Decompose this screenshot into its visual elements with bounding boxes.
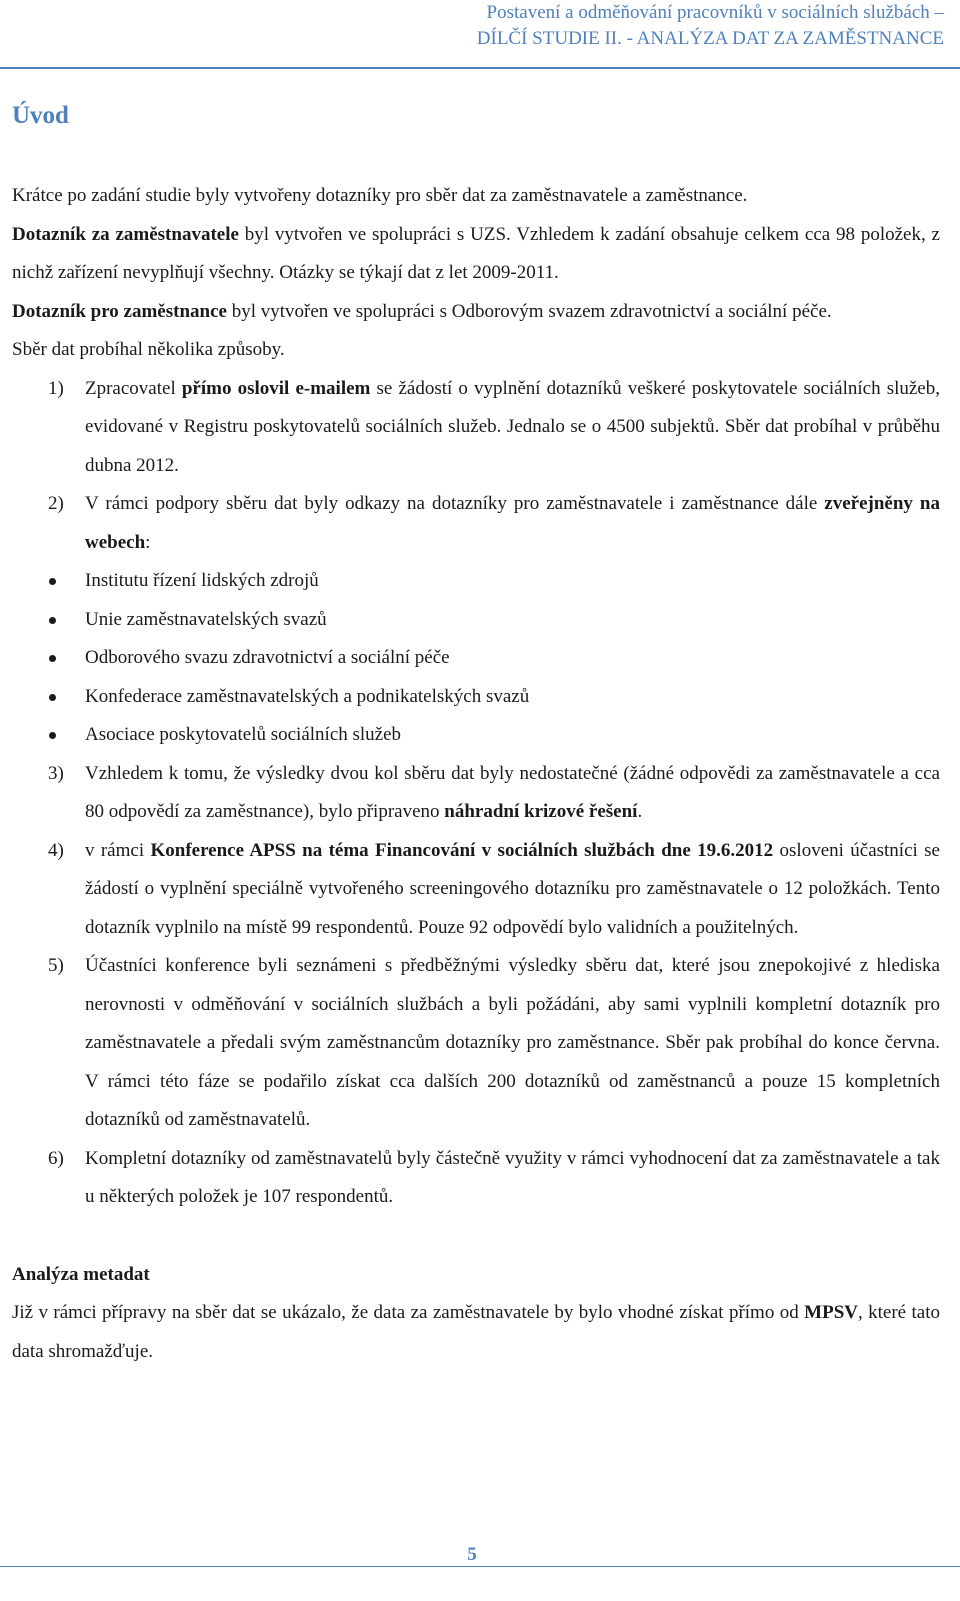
list-item-emphasis: Konference APSS na téma Financování v sociálních službách dne 19.6.2012 <box>150 839 774 861</box>
list-item-text: V rámci podpory sběru dat byly odkazy na dotazníky pro zaměstnavatele i zaměstnance dále <box>85 493 825 514</box>
intro-paragraph-3 <box>12 293 940 332</box>
section-heading: Analýza metadat <box>12 1263 150 1285</box>
website-item: Odborového svazu zdravotnictví a sociální péče <box>12 639 940 678</box>
list-item-emphasis: přímo oslovil e-mailem <box>181 377 371 399</box>
intro-paragraph-2-text: byl vytvořen ve spolupráci s UZS. Vzhledem k zadání obsahuje celkem cca 98 položek, z nichž zařízení nevyplňují všechny. Otázky se týkají dat z let 2009-2011. <box>12 223 940 283</box>
list-item-number: 3) <box>48 762 64 784</box>
running-header-line-2: DÍLČÍ STUDIE II. - ANALÝZA DAT ZA ZAMĚSTNANCE <box>476 28 944 49</box>
list-item-text: osloveni účastníci se žádostí o vyplnění speciálně vytvořeného screeningového dotazníku pro zaměstnavatele o 12 položkách. Tento dotazník vyplnilo na místě 99 respondentů. Pouze 92 odpovědí bylo validních a použitelných. <box>85 839 940 938</box>
list-item-text: Vzhledem k tomu, že výsledky dvou kol sběru dat byly nedostatečné (žádné odpovědi za zaměstnavatele a cca 80 odpovědí za zaměstnance), bylo připraveno <box>85 762 940 822</box>
list-item <box>12 947 940 1140</box>
analysis-emphasis: MPSV <box>804 1302 858 1323</box>
collection-steps-list-continued <box>12 755 940 1217</box>
document-body <box>12 177 940 1371</box>
list-item <box>12 1140 940 1217</box>
websites-list <box>12 562 940 755</box>
intro-paragraph-4: Sběr dat probíhal několika způsoby. <box>12 339 285 360</box>
list-item-text: Zpracovatel <box>85 377 182 399</box>
list-item-text: Účastníci konference byli seznámeni s předběžnými výsledky sběru dat, které jsou znepokojivé z hlediska nerovnosti v odměňování v sociálních službách a byli požádáni, aby sami vyplnili kompletní dotazník pro zaměstnavatele a předali svým zaměstnancům dotazníky pro zaměstnance. Sběr pak probíhal do konce června. V rámci této fáze se podařilo získat cca dalších 200 dotazníků od zaměstnanců a pouze 15 kompletních dotazníků od zaměstnavatelů. <box>85 955 940 1130</box>
website-item: Unie zaměstnavatelských svazů <box>12 601 940 640</box>
list-item-text: . <box>637 801 643 822</box>
page-title: Úvod <box>12 102 69 129</box>
website-item: Institutu řízení lidských zdrojů <box>12 562 940 601</box>
website-item: Asociace poskytovatelů sociálních služeb <box>12 716 940 755</box>
analysis-text: , které tato data shromažďuje. <box>12 1302 941 1362</box>
employee-questionnaire-term: Dotazník pro zaměstnance <box>12 300 227 322</box>
list-item-number: 6) <box>48 1147 64 1169</box>
list-item-number: 2) <box>48 493 64 514</box>
page-number: 5 <box>442 1544 502 1566</box>
analysis-text: Již v rámci přípravy na sběr dat se ukázalo, že data za zaměstnavatele by bylo vhodné získat přímo od <box>12 1302 805 1323</box>
intro-paragraph-1: Krátce po zadání studie byly vytvořeny dotazníky pro sběr dat za zaměstnavatele a zaměstnance. <box>12 185 748 206</box>
list-item <box>12 755 940 832</box>
running-header-line-1: Postavení a odměňování pracovníků v sociálních službách – <box>486 2 944 23</box>
analysis-paragraph <box>12 1294 940 1371</box>
list-item <box>12 832 940 948</box>
list-item-number: 4) <box>48 839 64 861</box>
list-item-text: : <box>145 531 151 553</box>
website-item: Konfederace zaměstnavatelských a podnikatelských svazů <box>12 678 940 717</box>
list-item-number: 5) <box>48 955 64 976</box>
list-item-text: v rámci <box>85 839 151 861</box>
collection-steps-list <box>12 370 940 563</box>
list-item-text: se žádostí o vyplnění dotazníků veškeré poskytovatele sociálních služeb, evidované v Registru poskytovatelů sociálních služeb. Jednalo se o 4500 subjektů. Sběr dat probíhal v průběhu dubna 2012. <box>85 377 940 476</box>
list-item-text: Kompletní dotazníky od zaměstnavatelů byly částečně využity v rámci vyhodnocení dat za zaměstnavatele a tak u některých položek je 107 respondentů. <box>85 1147 940 1207</box>
footer-divider <box>0 1566 960 1567</box>
intro-paragraph-2 <box>12 216 940 293</box>
list-item <box>12 485 940 562</box>
list-item-emphasis: náhradní krizové řešení <box>444 801 638 822</box>
intro-paragraph-3-text: byl vytvořen ve spolupráci s Odborovým svazem zdravotnictví a sociální péče. <box>226 300 832 322</box>
list-item-emphasis: zveřejněny na webech <box>85 493 940 553</box>
list-item <box>12 370 940 486</box>
list-item-number: 1) <box>48 377 64 399</box>
running-header <box>224 0 944 52</box>
header-divider <box>0 67 960 69</box>
employer-questionnaire-term: Dotazník za zaměstnavatele <box>12 223 239 245</box>
